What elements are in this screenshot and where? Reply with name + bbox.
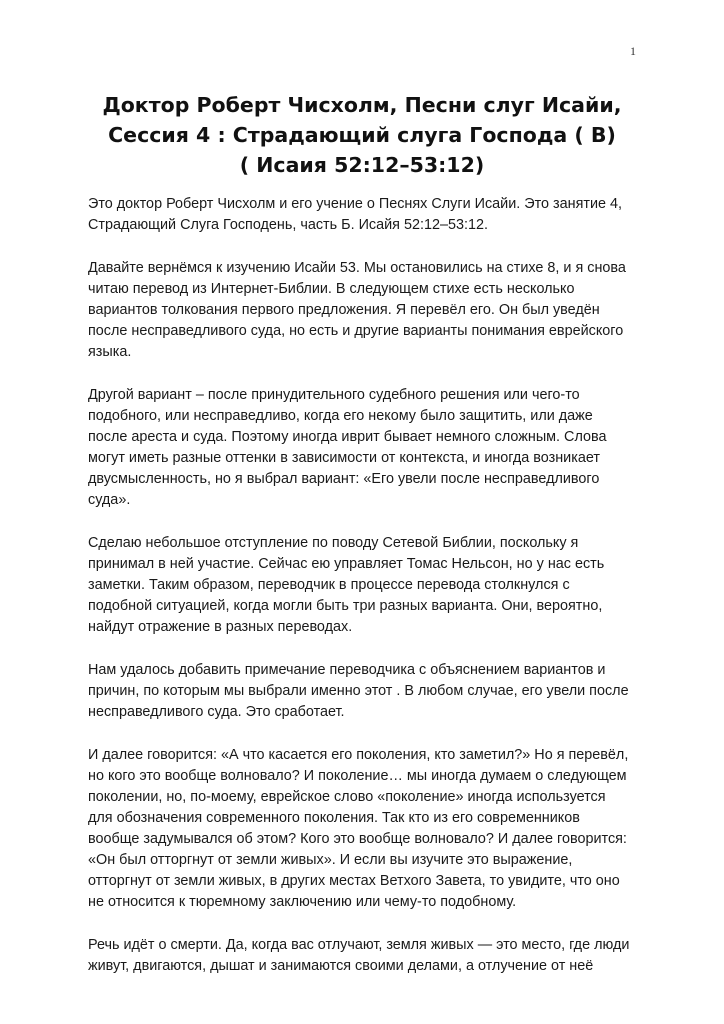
text-line: Другой вариант – после принудительного судебного решения или чего-то xyxy=(88,387,580,403)
text-line: причин, по которым мы выбрали именно этот . В любом случае, его увели после xyxy=(88,683,629,699)
text-line: живут, двигаются, дышат и занимаются своими делами, а отлучение от неё xyxy=(88,958,594,974)
paragraph-death xyxy=(88,935,648,977)
text-line: но кого это вообще волновало? И поколение… мы иногда думаем о следующем xyxy=(88,768,627,784)
text-line: Страдающий Слуга Господень, часть Б. Исайя 52:12–53:12. xyxy=(88,217,488,233)
text-line: двусмысленность, но я выбрал вариант: «Его увели после несправедливого xyxy=(88,471,600,487)
title-line: Сессия 4 : Страдающий слуга Господа ( В) xyxy=(108,123,616,147)
paragraph-translator-note xyxy=(88,660,648,723)
text-line: отторгнут от земли живых, в других местах Ветхого Завета, то увидите, что оно xyxy=(88,873,620,889)
text-line: подобного, или несправедливо, когда его некому было защитить, или даже xyxy=(88,408,593,424)
title-line: Доктор Роберт Чисхолм, Песни слуг Исайи, xyxy=(102,93,622,117)
text-line: вообще задумывался об этом? Кого это вообще волновало? И далее говорится: xyxy=(88,831,627,847)
text-line: читаю перевод из Интернет-Библии. В следующем стихе есть несколько xyxy=(88,281,575,297)
text-line: после ареста и суда. Поэтому иногда иврит бывает немного сложным. Слова xyxy=(88,429,607,445)
document-title xyxy=(80,90,644,180)
text-line: несправедливого суда. Это сработает. xyxy=(88,704,345,720)
text-line: могут иметь разные оттенки в зависимости от контекста, и иногда возникает xyxy=(88,450,600,466)
paragraph-intro xyxy=(88,194,648,236)
text-line: Давайте вернёмся к изучению Исайи 53. Мы остановились на стихе 8, и я снова xyxy=(88,260,626,276)
text-line: Сделаю небольшое отступление по поводу Сетевой Библии, поскольку я xyxy=(88,535,579,551)
text-line: И далее говорится: «А что касается его поколения, кто заметил?» Но я перевёл, xyxy=(88,747,629,763)
text-line: суда». xyxy=(88,492,131,508)
paragraph-verse-8 xyxy=(88,258,648,363)
text-line: заметки. Таким образом, переводчик в процессе перевода столкнулся с xyxy=(88,577,570,593)
paragraph-other-variant xyxy=(88,385,648,511)
paragraph-generation xyxy=(88,745,648,913)
text-line: языка. xyxy=(88,344,132,360)
text-line: Нам удалось добавить примечание переводчика с объяснением вариантов и xyxy=(88,662,606,678)
text-line: после несправедливого суда, но есть и другие варианты понимания еврейского xyxy=(88,323,624,339)
text-line: вариантов толкования первого предложения. Я перевёл его. Он был уведён xyxy=(88,302,600,318)
text-line: поколении, но, по-моему, еврейское слово «поколение» иногда используется xyxy=(88,789,606,805)
text-line: Речь идёт о смерти. Да, когда вас отлучают, земля живых — это место, где люди xyxy=(88,937,630,953)
document-body xyxy=(88,194,648,999)
text-line: принимал в ней участие. Сейчас ею управляет Томас Нельсон, но у нас есть xyxy=(88,556,605,572)
title-line: ( Исаия 52:12–53:12) xyxy=(239,153,485,177)
text-line: Это доктор Роберт Чисхолм и его учение о Песнях Слуги Исайи. Это занятие 4, xyxy=(88,196,622,212)
text-line: «Он был отторгнут от земли живых». И если вы изучите это выражение, xyxy=(88,852,573,868)
text-line: для обозначения современного поколения. Так кто из его современников xyxy=(88,810,580,826)
text-line: не относится к тюремному заключению или чему-то подобному. xyxy=(88,894,517,910)
page-number: 1 xyxy=(630,44,636,58)
text-line: подобной ситуацией, когда могли быть три разных варианта. Они, вероятно, xyxy=(88,598,603,614)
paragraph-net-bible xyxy=(88,533,648,638)
text-line: найдут отражение в разных переводах. xyxy=(88,619,353,635)
